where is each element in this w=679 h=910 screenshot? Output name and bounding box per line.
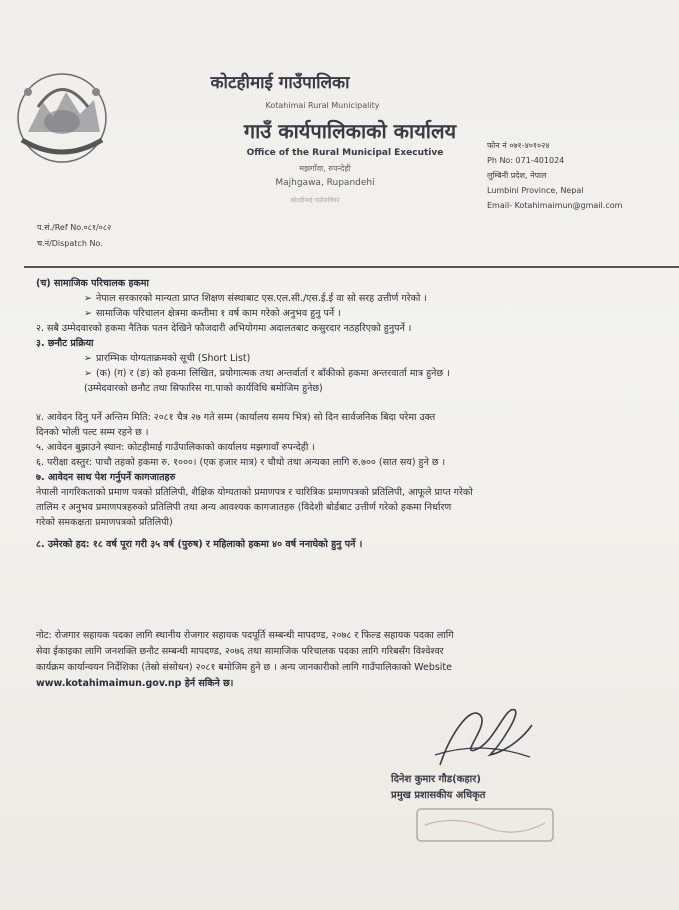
address-en: Majhgawa, Rupandehi	[275, 178, 375, 188]
municipality-name-np: कोटहीमाई गाउँपालिका	[210, 73, 350, 93]
signatory-name: दिनेश कुमार गौड(कहार)	[391, 774, 481, 785]
point-7-line-1: नेपाली नागरिकताको प्रमाण पत्रको प्रतिलिपी, शैक्षिक योग्यताको प्रमाणपत्र र चारित्रिक प्रमाणपत्रको प्रतिलिपी, आफूले प्राप्त गरेको	[36, 487, 473, 498]
point-7-heading: ७. आवेदन साथ पेश गर्नुपर्ने कागजातहरु	[36, 472, 176, 483]
note-line-2: सेवा ईकाइका लागि जनशक्ति छनौट सम्बन्धी मापदण्ड, २०७६ तथा सामाजिक परिचालक पदका लागि गरिबसँग विश्वेश्वर	[36, 646, 444, 657]
list-item: ➢ नेपाल सरकारको मान्यता प्राप्त शिक्षण संस्थाबाट एस.एल.सी./एस.ई.ई वा सो सरह उत्तीर्ण गरेको ।	[84, 293, 427, 304]
list-item: ➢ (क) (ग) र (ङ) को हकमा लिखित, प्रयोगात्मक तथा अन्तर्वार्ता र बाँकीको हकमा अन्तरवार्ता मात्र हुनेछ ।	[84, 368, 450, 379]
office-name-en: Office of the Rural Municipal Executive	[246, 148, 444, 158]
municipality-name-en: Kotahimai Rural Municipality	[265, 101, 380, 110]
ref-number: प.सं./Ref No.०८१/०८२	[37, 223, 112, 232]
province-en: Lumbini Province, Nepal	[487, 186, 584, 195]
point-7-line-3: गरेको समकक्षता प्रमाणपत्रको प्रतिलिपी)	[36, 517, 173, 528]
list-item: ➢ सामाजिक परिचालन क्षेत्रमा कम्तीमा १ वर्ष काम गरेको अनुभव हुनु पर्ने ।	[84, 308, 341, 319]
nepal-emblem-logo	[8, 62, 116, 170]
signatory-title: प्रमुख प्रशासकीय अधिकृत	[391, 790, 486, 801]
letter-body	[36, 276, 661, 552]
signatory-block	[391, 772, 485, 804]
section-kha-heading: (च) सामाजिक परिचालक हकमा	[36, 278, 149, 289]
point-6: ६. परीक्षा दस्तुर: पाचौ तहको हकमा रु. १०००। (एक हजार मात्र) र चौथो तथा अन्यका लागि रु.७०० (सात सय) हुने छ ।	[36, 457, 446, 468]
handwritten-signature	[420, 695, 540, 775]
office-name-np: गाउँ कार्यपालिकाको कार्यालय	[243, 119, 457, 143]
point-7-line-2: तालिम र अनुभव प्रमाणपत्रहरुको प्रतिलिपी तथा अन्य आवश्यक कागजातहरु (विदेशी बोर्डबाट उत्तीर्ण गरेको हकमा निर्धारण	[36, 502, 452, 513]
note-line-1: नोट: रोजगार सहायक पदका लागि स्थानीय रोजगार सहायक पदपूर्ति सम्बन्धी मापदण्ड, २०७८ र फिल्ड सहायक पदका लागि	[36, 630, 454, 641]
point-8: ८. उमेरको हद: १८ वर्ष पूरा गरी ३५ वर्ष (पुरुष) र महिलाको हकमा ४० वर्ष ननाघेको हुनु पर्ने ।	[36, 539, 363, 550]
arrow-bullet-icon: ➢	[84, 293, 92, 304]
note-line-4: www.kotahimaimun.gov.np हेर्न सकिने छ।	[36, 678, 234, 689]
phone-np: फोन नं ०७१-४०१०२४	[487, 141, 550, 150]
point-4-line-1: ४. आवेदन दिनु पर्ने अन्तिम मिति: २०८१ चैत्र २७ गते सम्म (कार्यालय समय भित्र) सो दिन सार्वजनिक बिदा परेमा उक्त	[36, 412, 436, 423]
note-line-3: कार्यक्रम कार्यान्वयन निर्देशिका (तेस्रो संसोधन) २०८१ बमोजिम हुने छ । अन्य जानकारीको लागि गाउँपालिकाको Website	[36, 662, 453, 673]
email: Email- Kotahimaimun@gmail.com	[487, 201, 623, 210]
list-item-continued: (उम्मेदवारको छनौट तथा सिफारिस गा.पाको कार्यविधि बमोजिम हुनेछ)	[84, 383, 323, 394]
point-5: ५. आवेदन बुझाउने स्थान: कोटहीमाई गाउँपालिकाको कार्यालय मझगावाँ रुपन्देही ।	[36, 442, 315, 453]
point-3-heading: ३. छनौट प्रक्रिया	[36, 338, 94, 349]
province-np: लुम्बिनी प्रदेश, नेपाल	[487, 171, 547, 180]
point-2: २. सबै उम्मेदवारको हकमा नैतिक पतन देखिने फौजदारी अभियोगमा अदालतबाट कसुरदार नठहरिएको हुनुपर्ने ।	[36, 323, 412, 334]
address-np: मझगाँवा, रुपन्देही	[299, 164, 351, 173]
list-item: ➢ प्रारम्भिक योग्यताक्रमको सूची (Short List)	[84, 353, 251, 364]
arrow-bullet-icon: ➢	[84, 308, 92, 319]
dispatch-number: च.नं/Dispatch No.	[37, 239, 103, 248]
contact-block	[487, 138, 622, 213]
arrow-bullet-icon: ➢	[84, 353, 92, 364]
point-4-line-2: दिनको भोली पल्ट सम्म रहने छ ।	[36, 427, 149, 438]
faint-stamp: कोटहीमाई गाउँपालिका	[290, 197, 340, 204]
official-stamp-seal	[415, 805, 555, 845]
arrow-bullet-icon: ➢	[84, 368, 92, 379]
phone-en: Ph No: 071-401024	[487, 156, 565, 165]
header-divider	[24, 266, 679, 268]
note-block	[36, 628, 661, 692]
